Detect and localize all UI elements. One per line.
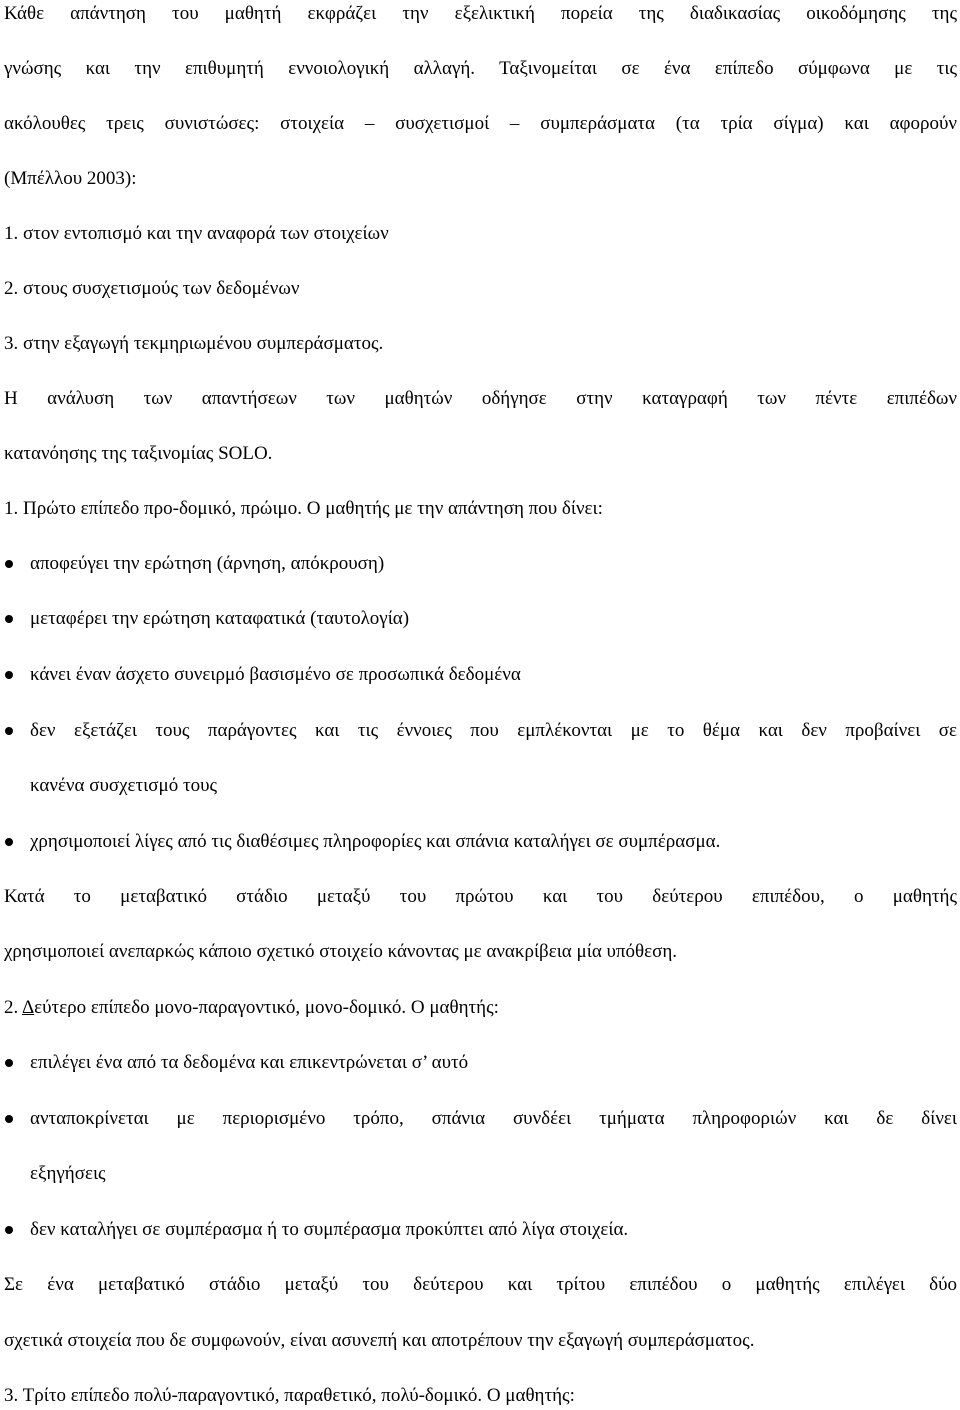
- bullet-dot: [4, 1049, 16, 1077]
- intro-line-3: ακόλουθες τρεις συνιστώσες: στοιχεία – συσχετισμοί – συμπεράσματα (τα τρία σίγμα) και αφορούν: [4, 113, 957, 134]
- level3-heading: 3. Τρίτο επίπεδο πολύ-παραγοντικό, παραθετικό, πολύ-δομικό. Ο μαθητής:: [4, 1385, 575, 1406]
- intro-line-4: (Μπέλλου 2003):: [4, 168, 137, 189]
- level2-bullet-2-line-2: εξηγήσεις: [30, 1163, 106, 1184]
- level2-number: 2.: [4, 997, 19, 1018]
- level2-bullet-2-line-1: ανταποκρίνεται με περιορισμένο τρόπο, σπάνια συνδέει τμήματα πληροφοριών και δε δίνει: [30, 1108, 957, 1129]
- intro-line-1: Κάθε απάντηση του μαθητή εκφράζει την εξελικτική πορεία της διαδικασίας οικοδόμησης της: [4, 3, 957, 24]
- component-item-3: 3. στην εξαγωγή τεκμηριωμένου συμπεράσματος.: [4, 333, 384, 354]
- level2-title-rest: εύτερο επίπεδο μονο-παραγοντικό, μονο-δομικό. Ο μαθητής:: [34, 997, 499, 1018]
- level1-bullet-4-line-2: κανένα συσχετισμό τους: [30, 775, 218, 796]
- transition1-line-2: χρησιμοποιεί ανεπαρκώς κάποιο σχετικό στοιχείο κάνοντας με ανακρίβεια μία υπόθεση.: [4, 941, 678, 962]
- bullet-dot: [4, 1216, 16, 1244]
- intro-line-2: γνώσης και την επιθυμητή εννοιολογική αλλαγή. Ταξινομείται σε ένα επίπεδο σύμφωνα με τις: [4, 58, 957, 79]
- transition2-line-1: Σε ένα μεταβατικό στάδιο μεταξύ του δεύτερου και τρίτου επιπέδου ο μαθητής επιλέγει δύο: [4, 1274, 957, 1295]
- level1-bullet-2: μεταφέρει την ερώτηση καταφατικά (ταυτολογία): [30, 608, 410, 629]
- solo-line-2: κατανόησης της ταξινομίας SOLO.: [4, 443, 273, 464]
- component-item-1: 1. στον εντοπισμό και την αναφορά των στοιχείων: [4, 223, 389, 244]
- level1-bullet-5: χρησιμοποιεί λίγες από τις διαθέσιμες πληροφορίες και σπάνια καταλήγει σε συμπέρασμα.: [30, 831, 721, 852]
- component-item-2: 2. στους συσχετισμούς των δεδομένων: [4, 278, 300, 299]
- bullet-dot: [4, 661, 16, 689]
- bullet-dot: [4, 717, 16, 745]
- bullet-dot: [4, 1105, 16, 1133]
- level1-bullet-1: αποφεύγει την ερώτηση (άρνηση, απόκρουση): [30, 553, 385, 574]
- level1-bullet-4-line-1: δεν εξετάζει τους παράγοντες και τις έννοιες που εμπλέκονται με το θέμα και δεν προβαίνει σε: [30, 720, 957, 741]
- transition1-line-1: Κατά το μεταβατικό στάδιο μεταξύ του πρώτου και του δεύτερου επιπέδου, ο μαθητής: [4, 886, 957, 907]
- level1-bullet-3: κάνει έναν άσχετο συνειρμό βασισμένο σε προσωπικά δεδομένα: [30, 664, 521, 685]
- level2-heading: [4, 994, 957, 1022]
- level1-heading: 1. Πρώτο επίπεδο προ-δομικό, πρώιμο. Ο μαθητής με την απάντηση που δίνει:: [4, 498, 603, 519]
- bullet-dot: [4, 550, 16, 578]
- bullet-dot: [4, 605, 16, 633]
- solo-line-1: Η ανάλυση των απαντήσεων των μαθητών οδήγησε στην καταγραφή των πέντε επιπέδων: [4, 388, 957, 409]
- bullet-dot: [4, 828, 16, 856]
- level2-bullet-3: δεν καταλήγει σε συμπέρασμα ή το συμπέρασμα προκύπτει από λίγα στοιχεία.: [30, 1219, 629, 1240]
- level2-title-initial: Δ: [21, 997, 35, 1018]
- transition2-line-2: σχετικά στοιχεία που δε συμφωνούν, είναι ασυνεπή και αποτρέπουν την εξαγωγή συμπεράσματος.: [4, 1330, 755, 1351]
- level2-bullet-1: επιλέγει ένα από τα δεδομένα και επικεντρώνεται σ’ αυτό: [30, 1052, 469, 1073]
